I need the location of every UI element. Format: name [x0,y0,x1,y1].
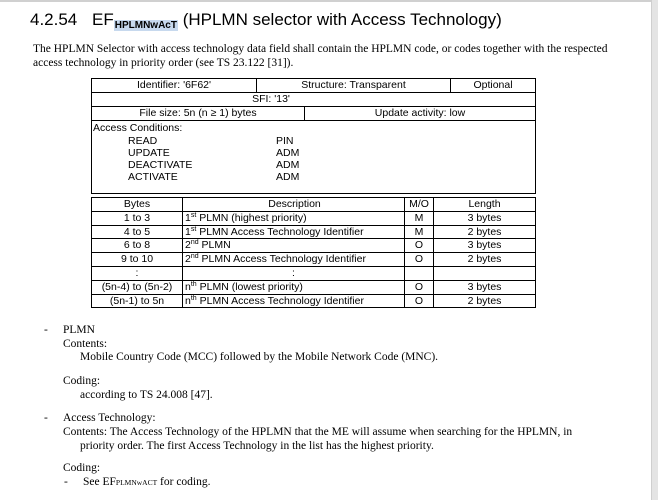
sfi-cell: SFI: '13' [252,93,290,105]
optional-cell: Optional [450,79,535,92]
row-length: 3 bytes [433,281,535,294]
access-conditions-box [91,118,536,194]
access-val-read: PIN [276,135,294,147]
records-header-row [92,198,535,212]
row-mo [404,267,433,280]
access-op-activate: ACTIVATE [128,171,178,183]
row-length: 2 bytes [433,226,535,239]
header-row-2 [92,93,535,107]
row-length: 3 bytes [433,212,535,225]
table-row [92,280,535,295]
access-val-activate: ADM [276,171,300,183]
row-mo: O [404,295,433,308]
ef-prefix: EF [92,10,114,29]
header-description: Description [182,198,404,211]
plmn-title: PLMN [63,324,95,336]
header-row-1 [92,79,535,93]
section-number: 4.2.54 [30,10,78,29]
row-description: 2nd PLMN [182,239,404,252]
row-bytes: (5n-1) to 5n [109,294,165,307]
header-mo: M/O [404,198,433,211]
row-mo: O [404,239,433,252]
access-conditions-title: Access Conditions: [93,122,183,134]
bullet-dash-plmn: - [44,324,48,336]
row-description: $n^{th}$ PLMN Access Technology Identifier [182,295,404,308]
table-row [92,239,535,253]
row-description: 1st PLMN Access Technology Identifier [182,226,404,239]
row-mo: O [404,253,433,266]
access-val-update: ADM [276,147,300,159]
records-table [91,197,536,308]
at-contents: Contents: The Access Technology of the HPLMN that the ME will assume when searching for the HPLMN, in priority order. The first Access Technology in the list has the highest priority. [63,426,573,452]
access-op-deactivate: DEACTIVATE [128,159,193,171]
row-description: 2nd PLMN Access Technology Identifier [182,253,404,266]
row-bytes: 6 to 8 [123,239,151,252]
table-row-ellipsis [92,267,535,280]
see-ef-reference: See EFPLMNwACT for coding. [83,476,211,488]
ef-subscript-highlighted: HPLMNwAcT [114,20,177,31]
row-bytes: 9 to 10 [120,253,154,266]
table-row [92,226,535,240]
row-length: 2 bytes [433,295,535,308]
section-title: (HPLMN selector with Access Technology) [182,10,502,29]
window-top-border [0,0,658,2]
row-mo: M [404,226,433,239]
plmn-coding-text: according to TS 24.008 [47]. [80,389,213,401]
bullet-dash-see: - [64,476,68,488]
identifier-cell: Identifier: '6F62' [136,79,212,91]
scrollbar[interactable] [651,0,658,500]
file-size-cell: File size: 5n (n ≥ 1) bytes [139,107,257,119]
plmn-contents-label: Contents: [63,338,108,350]
table-row [92,212,535,226]
access-op-update: UPDATE [128,147,170,159]
row-description: : [182,267,404,280]
table-row [92,295,535,308]
at-title: Access Technology: [63,412,156,424]
access-op-read: READ [128,135,158,147]
row-length: 3 bytes [433,239,535,252]
table-row [92,253,535,267]
row-bytes: (5n-4) to (5n-2) [101,280,173,293]
bullet-dash-at: - [44,412,48,424]
header-length: Length [433,198,535,211]
plmn-coding-label: Coding: [63,375,101,387]
row-length [433,267,535,280]
section-heading [30,10,502,30]
row-mo: M [404,212,433,225]
row-bytes: : [135,266,139,279]
structure-cell: Structure: Transparent [256,79,450,92]
row-description: 1st PLMN (highest priority) [182,212,404,225]
row-description: $n^{th}$ PLMN (lowest priority) [182,281,404,294]
row-mo: O [404,281,433,294]
row-bytes: 4 to 5 [123,225,151,238]
update-activity-cell: Update activity: low [304,107,535,120]
row-length: 2 bytes [433,253,535,266]
row-bytes: 1 to 3 [123,211,151,224]
intro-paragraph: The HPLMN Selector with access technology data field shall contain the HPLMN code, or codes together with the respected access technology in priority order (see TS 23.122 [31]). [33,43,608,69]
header-bytes: Bytes [123,198,151,210]
file-header-table [91,78,536,121]
access-val-deactivate: ADM [276,159,300,171]
plmn-contents-text: Mobile Country Code (MCC) followed by the Mobile Network Code (MNC). [80,351,439,363]
at-coding-label: Coding: [63,462,101,474]
